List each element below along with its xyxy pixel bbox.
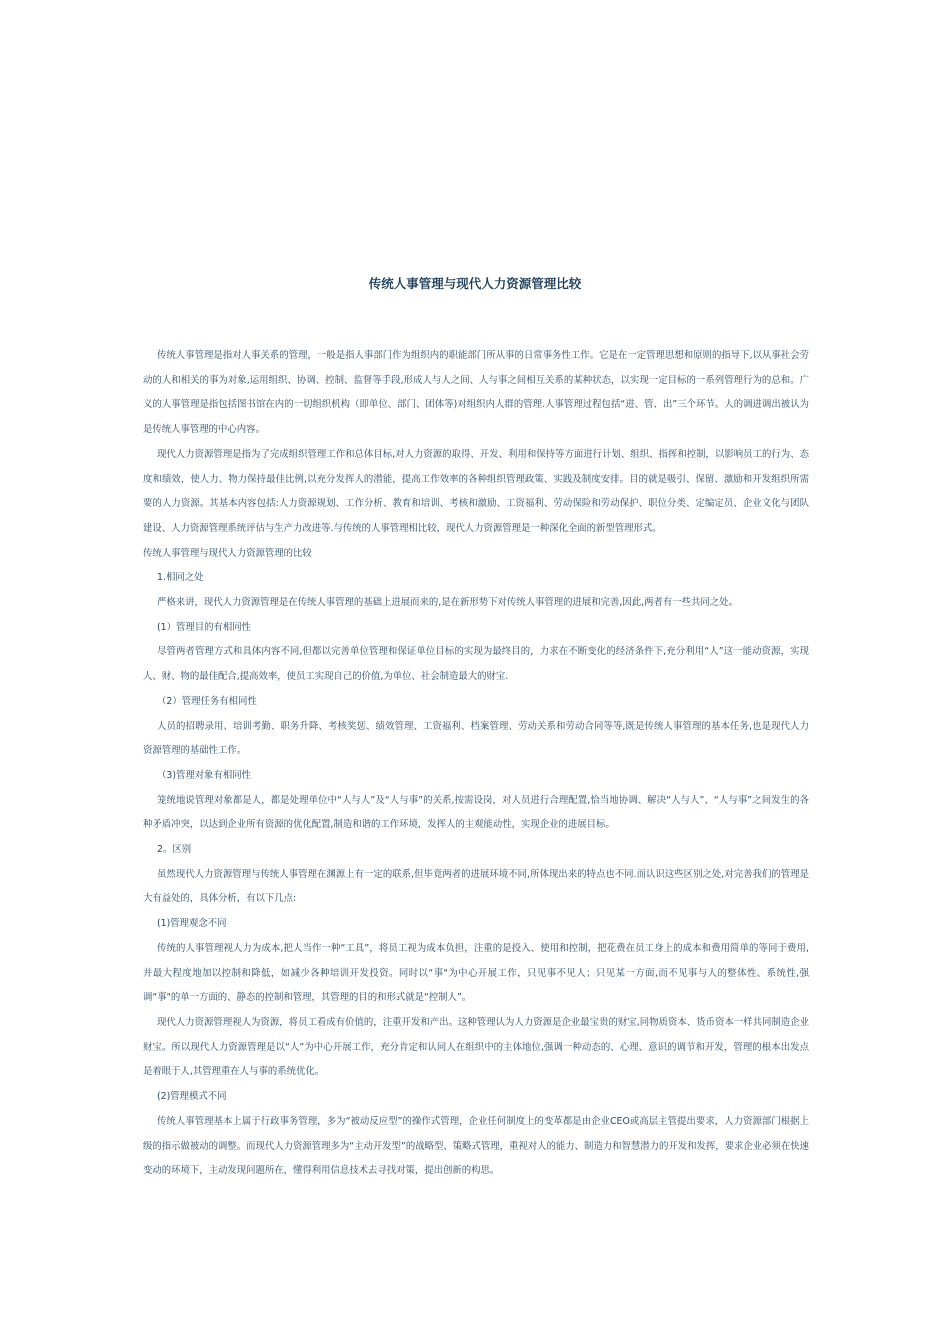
subheading-differences: 2。区别 [157, 844, 192, 856]
subheading-same-object: （3)管理对象有相同性 [157, 769, 251, 781]
paragraph-same-purpose: 尽管两者管理方式和具体内容不同,但都以完善单位管理和保证单位目标的实现为最终目的，力求在不断变化的经济条件下,充分利用“人”这一能动资源，实现人、财、物的最佳配合,提高效率，使员工实现自己的价值,为单位、社会制造最大的财宝. [143, 646, 809, 683]
paragraph-differences-intro: 虽然现代人力资源管理与传统人事管理在渊源上有一定的联系,但毕竟两者的进展环境不同,所体现出来的特点也不同.而认识这些区别之处,对完善我们的管理是大有益处的，具体分析，有以下几点: [143, 868, 809, 905]
paragraph-same-task: 人员的招聘录用、培训考勤、职务升降、考核奖惩、绩效管理、工资福利、档案管理、劳动关系和劳动合同等等,既是传统人事管理的基本任务,也是现代人力资源管理的基础性工作。 [143, 720, 809, 757]
paragraph-traditional-concept: 传统的人事管理视人力为成本,把人当作一种“工具”，将员工视为成本负担，注重的是投入、使用和控制，把花费在员工身上的成本和费用简单的等同于费用,并最大程度地加以控制和降低，如减少各种培训开发投资。同时以“事"为中心开展工作，只见事不见人；只见某一方面,而不见事与人的整体性、系统性,强调“事"的单一方面的、静态的控制和管理，其管理的目的和形式就是“控制人”。 [143, 942, 809, 1004]
section-heading-comparison: 传统人事管理与现代人力资源管理的比较 [143, 547, 312, 559]
document-title: 传统人事管理与现代人力资源管理比较 [368, 276, 582, 291]
subheading-same-task: （2）管理任务有相同性 [157, 695, 257, 707]
paragraph-traditional-hr: 传统人事管理是指对人事关系的管理，一般是指人事部门作为组织内的职能部门所从事的日常事务性工作。它是在一定管理思想和原则的指导下,以从事社会劳动的人和相关的事为对象,运用组织、协调、控制、监督等手段,形成人与人之间、人与事之间相互关系的某种状态，以实现一定目标的一系列管理行为的总和。广义的人事管理是指包括图书馆在内的一切组织机构（即单位、部门、团体等)对组织内人群的管理.人事管理过程包括“进、管、出”三个环节。人的调进调出被认为是传统人事管理的中心内容。 [143, 350, 809, 436]
paragraph-similarities-intro: 严格来讲，现代人力资源管理是在传统人事管理的基础上进展而来的,是在新形势下对传统人事管理的进展和完善,因此,两者有一些共同之处。 [157, 597, 738, 609]
document-body [143, 344, 809, 1184]
paragraph-modern-hr: 现代人力资源管理是指为了完成组织管理工作和总体目标,对人力资源的取得、开发、利用和保持等方面进行计划、组织、指挥和控制，以影响员工的行为、态度和绩效，使人力、物力保持最佳比例,以充分发挥人的潜能，提高工作效率的各种组织管理政策、实践及制度安排。目的就是吸引、保留、激励和开发组织所需要的人力资源。其基本内容包括:人力资源规划、工作分析、教育和培训、考核和激励、工资福利、劳动保险和劳动保护、职位分类、定编定员、企业文化与团队建设、人力资源管理系统评估与生产力改进等.与传统的人事管理相比较，现代人力资源管理是一种深化全面的新型管理形式。 [143, 448, 809, 534]
paragraph-same-object: 笼统地说管理对象都是人，都是处理单位中“人与人”及“人与事”的关系,按需设岗，对人员进行合理配置,恰当地协调、解决“人与人”、“人与事”之间发生的各种矛盾冲突，以达到企业所有资源的优化配置,制造和谐的工作环境，发挥人的主观能动性，实现企业的进展目标。 [143, 794, 809, 831]
paragraph-mode-differs: 传统人事管理基本上属于行政事务管理，多为“被动反应型”的操作式管理，企业任何制度上的变革都是由企业CEO或高层主管提出要求，人力资源部门根据上级的指示做被动的调整。而现代人力资源管理多为“主动开发型”的战略型、策略式管理，重视对人的能力、制造力和智慧潜力的开发和发挥，要求企业必须在快速变动的环境下，主动发现问题所在，懂得利用信息技术去寻找对策，提出创新的构思。 [143, 1115, 809, 1177]
subheading-mode-differs: (2)管理模式不同 [157, 1091, 227, 1103]
subheading-concept-differs: (1)管理观念不同 [157, 918, 227, 930]
paragraph-modern-concept: 现代人力资源管理视人为资源，将员工看成有价值的，注重开发和产出。这种管理认为人力资源是企业最宝贵的财宝,同物质资本、货币资本一样共同制造企业财宝。所以现代人力资源管理是以“人”为中心开展工作，充分肯定和认同人在组织中的主体地位,强调一种动态的、心理、意识的调节和开发，管理的根本出发点是着眼于人,其管理重在人与事的系统优化。 [143, 1016, 809, 1078]
subheading-same-purpose: (1）管理目的有相同性 [157, 621, 251, 633]
subheading-similarities: 1.相同之处 [157, 572, 204, 584]
